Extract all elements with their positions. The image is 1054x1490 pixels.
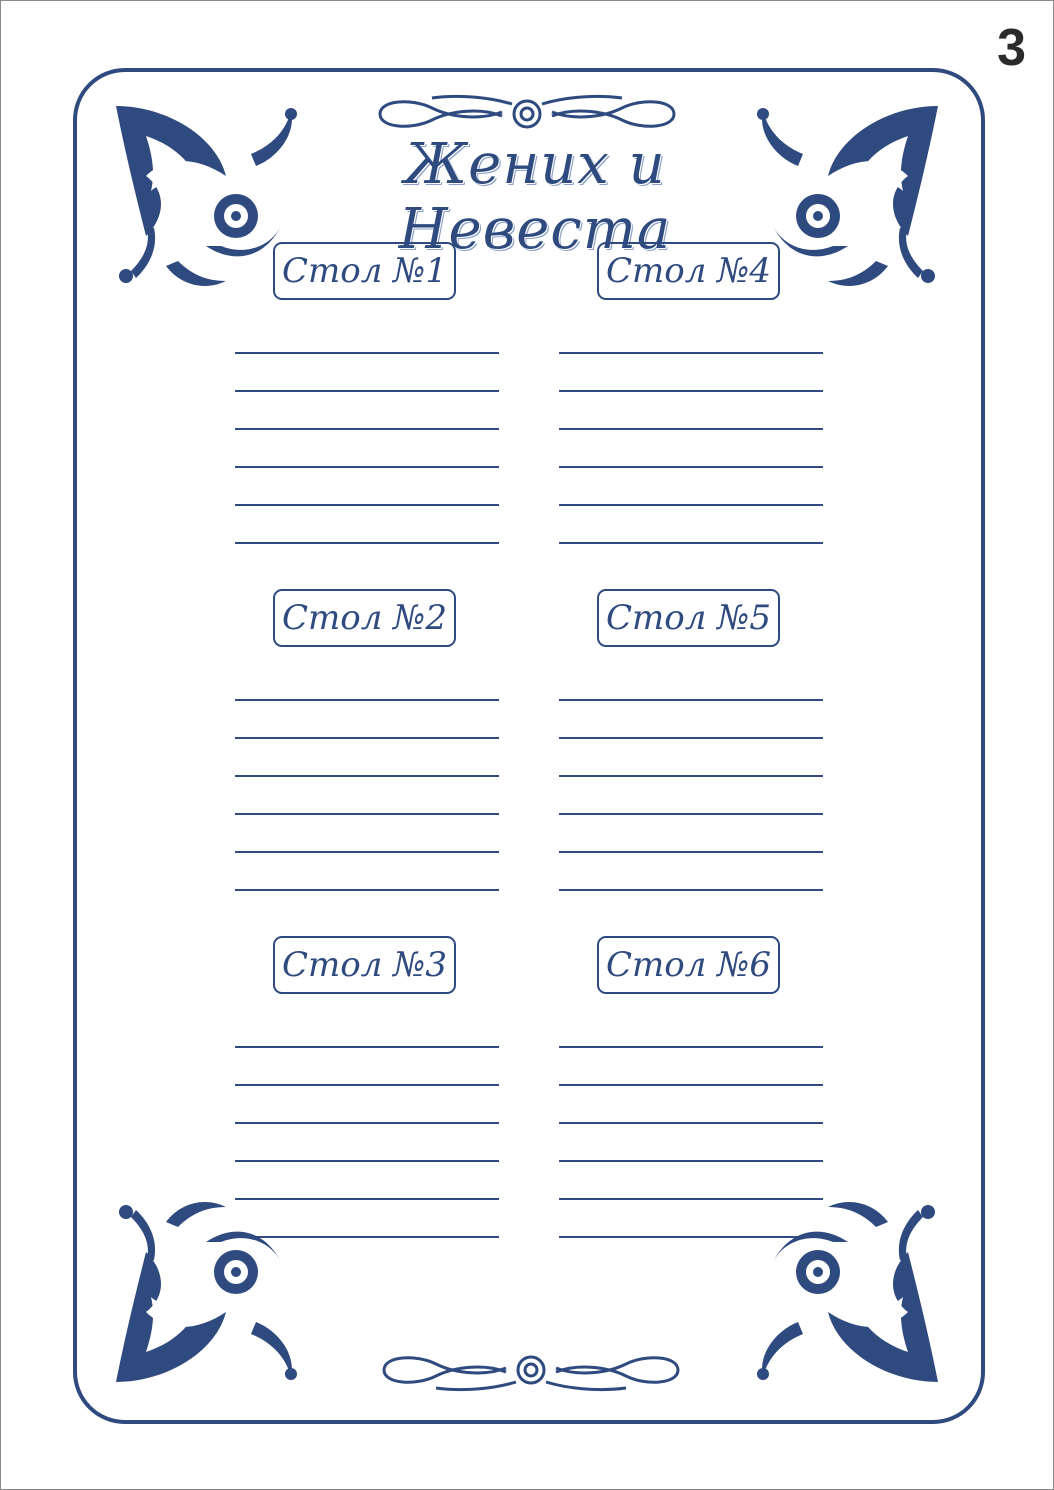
guest-name-line[interactable] bbox=[235, 699, 499, 701]
guest-name-line[interactable] bbox=[559, 1084, 823, 1086]
guest-name-line[interactable] bbox=[559, 428, 823, 430]
guest-name-line[interactable] bbox=[235, 1198, 499, 1200]
guest-name-line[interactable] bbox=[235, 775, 499, 777]
guest-name-line[interactable] bbox=[235, 1160, 499, 1162]
guest-name-line[interactable] bbox=[559, 851, 823, 853]
guest-name-line[interactable] bbox=[559, 466, 823, 468]
guest-name-line[interactable] bbox=[559, 889, 823, 891]
guest-name-line[interactable] bbox=[559, 390, 823, 392]
guest-name-line[interactable] bbox=[559, 504, 823, 506]
table-label: Стол №5 bbox=[597, 589, 780, 647]
guest-name-line[interactable] bbox=[235, 352, 499, 354]
guest-name-line[interactable] bbox=[559, 1160, 823, 1162]
page-title: Жених и Невеста bbox=[398, 132, 672, 262]
corner-flourish-icon bbox=[106, 1192, 306, 1392]
guest-name-line[interactable] bbox=[235, 1122, 499, 1124]
page-number: 3 bbox=[997, 19, 1026, 77]
guest-name-line[interactable] bbox=[559, 1236, 823, 1238]
guest-name-line[interactable] bbox=[559, 352, 823, 354]
guest-name-line[interactable] bbox=[235, 504, 499, 506]
corner-flourish-icon bbox=[748, 1192, 948, 1392]
guest-name-line[interactable] bbox=[235, 1084, 499, 1086]
guest-name-line[interactable] bbox=[559, 542, 823, 544]
guest-name-line[interactable] bbox=[235, 1236, 499, 1238]
guest-name-line[interactable] bbox=[235, 390, 499, 392]
guest-name-line[interactable] bbox=[235, 851, 499, 853]
guest-name-line[interactable] bbox=[235, 737, 499, 739]
table-label: Стол №4 bbox=[597, 242, 780, 300]
table-label: Стол №1 bbox=[273, 242, 456, 300]
guest-name-line[interactable] bbox=[559, 699, 823, 701]
guest-name-line[interactable] bbox=[559, 813, 823, 815]
guest-name-line[interactable] bbox=[559, 1198, 823, 1200]
guest-name-line[interactable] bbox=[235, 428, 499, 430]
guest-name-line[interactable] bbox=[559, 737, 823, 739]
guest-name-line[interactable] bbox=[559, 1046, 823, 1048]
table-label: Стол №3 bbox=[273, 936, 456, 994]
guest-name-line[interactable] bbox=[235, 1046, 499, 1048]
table-label: Стол №6 bbox=[597, 936, 780, 994]
guest-name-line[interactable] bbox=[235, 889, 499, 891]
guest-name-line[interactable] bbox=[559, 1122, 823, 1124]
table-label: Стол №2 bbox=[273, 589, 456, 647]
guest-name-line[interactable] bbox=[235, 466, 499, 468]
bottom-scroll-flourish-icon bbox=[376, 1346, 686, 1392]
guest-name-line[interactable] bbox=[235, 542, 499, 544]
guest-name-line[interactable] bbox=[559, 775, 823, 777]
guest-name-line[interactable] bbox=[235, 813, 499, 815]
